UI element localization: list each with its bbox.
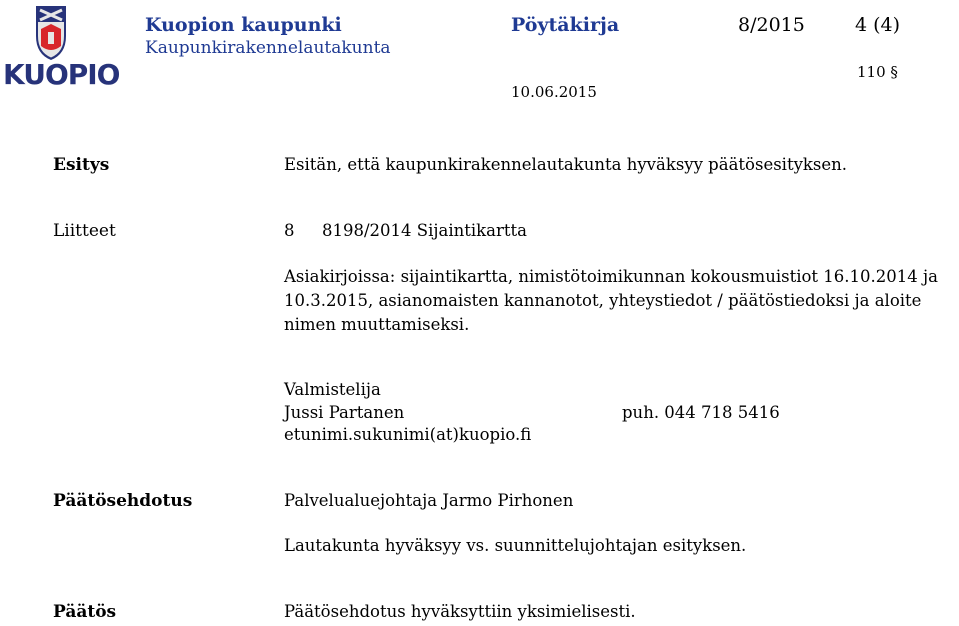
liitteet-label: Liitteet [53,221,116,241]
esitys-text: Esitän, että kaupunkirakennelautakunta hyväksyy päätösesityksen. [284,155,848,174]
paatos-label: Päätös [53,602,117,622]
preparer-name: Jussi Partanen [284,403,405,422]
preparer-title: Valmistelija [284,380,381,399]
doc-type: Pöytäkirja [511,14,620,36]
paatosehdotus-label: Päätösehdotus [53,491,193,511]
doc-number: 8/2015 [738,14,805,36]
paatosehdotus-author: Palvelualuejohtaja Jarmo Pirhonen [284,491,574,510]
attachment-item: 8198/2014 Sijaintikartta [322,221,527,240]
esitys-label: Esitys [53,155,110,175]
preparer-email: etunimi.sukunimi(at)kuopio.fi [284,425,532,444]
kuopio-logo [3,2,120,96]
section-number: 110 § [857,63,898,81]
meeting-date: 10.06.2015 [511,83,597,101]
page-number: 4 (4) [855,14,901,36]
board-name: Kaupunkirakennelautakunta [145,38,391,58]
paatos-text: Päätösehdotus hyväksyttiin yksimielisesti. [284,602,636,621]
attachment-number: 8 [284,221,295,240]
documents-paragraph: Asiakirjoissa: sijaintikartta, nimistötoimikunnan kokousmuistiot 16.10.2014 ja 10.3.2015, asianomaisten kannanotot, yhteystiedot / päätöstiedoksi ja aloite nimen muuttamiseksi. [284,267,938,334]
preparer-phone: puh. 044 718 5416 [622,403,780,422]
org-name: Kuopion kaupunki [145,14,342,36]
paatosehdotus-text: Lautakunta hyväksyy vs. suunnittelujohtajan esityksen. [284,536,747,555]
logo-wordmark: KUOPIO [3,58,120,91]
